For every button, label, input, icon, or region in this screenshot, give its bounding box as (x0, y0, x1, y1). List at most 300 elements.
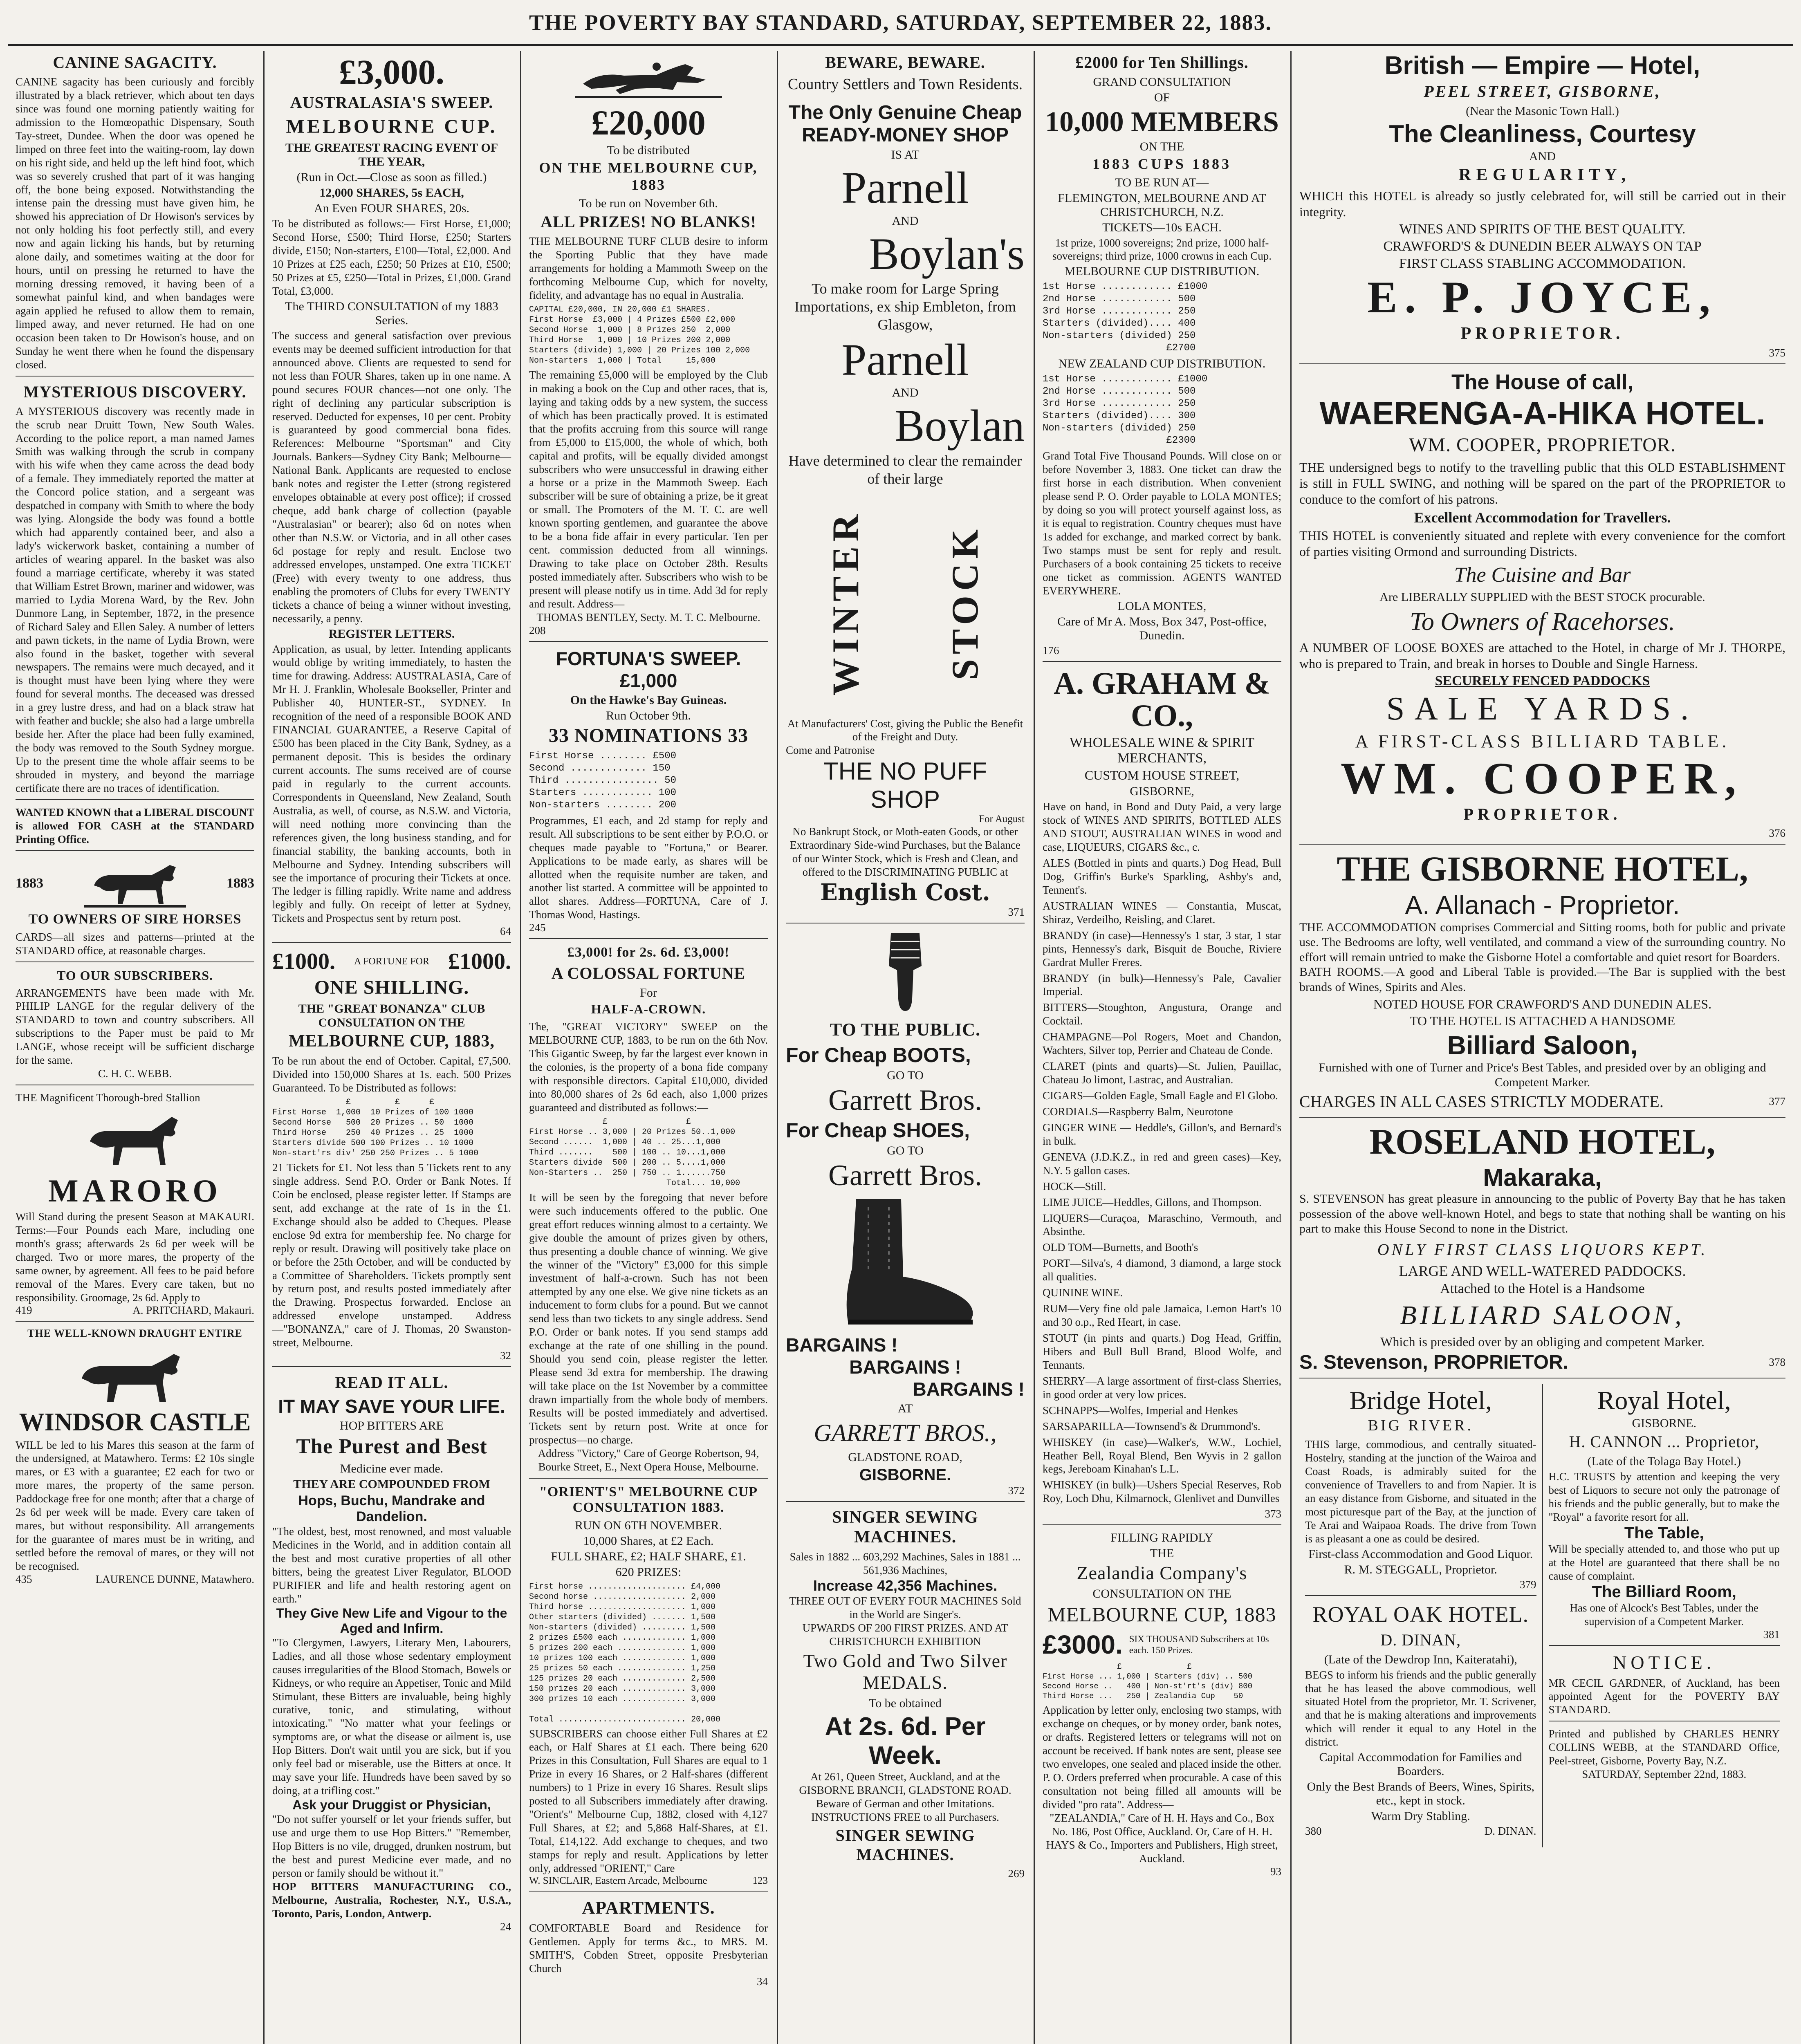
beware-heading: BEWARE, BEWARE. (825, 53, 985, 72)
sire-ad (16, 857, 254, 962)
sweep-third: The THIRD CONSULTATION of my 1883 Series. (285, 299, 498, 327)
british-empire-hotel-ad (1299, 51, 1785, 364)
gisborne-body: THE ACCOMMODATION comprises Commercial and Sitting rooms, both for public and private use. The Bedrooms are lofty, well ventilated, and command a view of the surrounding country. No effort will remain untried to make the Gisborne Hotel a comfortable and quiet resort for Boarders. (1299, 920, 1785, 964)
gisborne-furnished: Furnished with one of Turner and Price's Best Tables, and presided over by an obliging and Competent Marker. (1319, 1060, 1766, 1089)
hop-compounded: THEY ARE COMPOUNDED FROM (293, 1477, 490, 1491)
imprint-body: Printed and published by CHARLES HENRY COLLINS WEBB, at the STANDARD Office, Peel-street, Gisborne, Poverty Bay, N.Z. (1548, 1728, 1780, 1767)
is-at: IS AT (891, 148, 920, 161)
notice-heading: NOTICE. (1613, 1652, 1716, 1673)
notice-ad (1549, 1652, 1780, 1722)
royal-table-heading: The Table, (1624, 1524, 1704, 1542)
singer-three: THREE OUT OF EVERY FOUR MACHINES Sold in the World are Singer's. (789, 1595, 1021, 1621)
wanted-ad (16, 806, 254, 851)
ad-body: Will Stand during the present Season at MAKAURI. Terms:—Four Pounds each Mare, including one month's grass; afterwards 2s 6d per week will be charged. Two or more mares, the property of the same owner, by agreement. All fees to be paid before removal of the Mares. Every care taken, but no responsibility. Groomage, 2s 6d. Apply to (16, 1210, 254, 1304)
orient-shares: 10,000 Shares, at £2 Each. (583, 1534, 714, 1548)
garrett-ad (786, 929, 1025, 1502)
hop-subhead: Ask your Druggist or Physician, (292, 1797, 491, 1813)
royal-oak-ad (1305, 1602, 1536, 1842)
waerenga-proprietor: WM. COOPER, PROPRIETOR. (1409, 434, 1676, 456)
lola-name: LOLA MONTES, (1117, 599, 1207, 613)
graham-item: CLARET (pints and quarts)—St. Julien, Pauillac, Chateau Jo limont, Lastrac, and Australian. (1043, 1060, 1281, 1086)
victory-amount: £3,000! for 2s. 6d. £3,000! (567, 945, 730, 960)
lola-body: Grand Total Five Thousand Pounds. Will close on or before November 3, 1883. One ticket can draw the first horse in each distribution. When convenient please send P. O. Order payable to LOLA MONTES; by doing so you will protect yourself against loss, as it is equal to registration. Country cheques must have 1s added for exchange, and marked correct by bank. Two stamps must be sent for reply and result. Purchasers of a book containing 25 tickets to receive one ticket as commission. AGENTS WANTED EVERYWHERE. (1043, 450, 1281, 597)
column-rule (1290, 51, 1292, 2044)
fortune-label: A FORTUNE FOR (354, 956, 429, 967)
graham-intro: Have on hand, in Bond and Duty Paid, a very large stock of WINES AND SPIRITS, BOTTLED ALES AND STOUT, AUSTRALIAN WINES in wood and case, LIQUEURS, CIGARS &c., c. (1043, 800, 1281, 854)
shilling-heading: ONE SHILLING. (314, 977, 469, 999)
bonanza-cup: MELBOURNE CUP, 1883, (289, 1032, 495, 1051)
hop-body: "Do not suffer yourself or let your friends suffer, but use and urge them to use Hop Bitters." "Remember, Hop Bitters is no vile, drugged, drunken nostrum, but the best and purest Medicine ever made, and no person or family should be without it." (272, 1813, 511, 1879)
singer-obtained: To be obtained (869, 1696, 942, 1710)
lola-montes-ad (1043, 53, 1281, 662)
gisborne-proprietor: A. Allanach - Proprietor. (1405, 890, 1680, 920)
gisborne-charges: CHARGES IN ALL CASES STRICTLY MODERATE. (1299, 1092, 1664, 1111)
roseland-proprietor: S. Stevenson, PROPRIETOR. (1299, 1351, 1568, 1373)
imprint-date: SATURDAY, September 22nd, 1883. (1582, 1768, 1747, 1781)
sweep-event: THE GREATEST RACING EVENT OF THE YEAR, (285, 141, 498, 169)
waerenga-sale-yards: SALE YARDS. (1386, 690, 1699, 727)
bridge-hotel-ad (1305, 1387, 1536, 1596)
boylan-name: Boylan (895, 401, 1025, 451)
horse-name: MARORO (48, 1173, 222, 1208)
sweep-four: An Even FOUR SHARES, 20s. (314, 202, 470, 215)
roseland-paddocks: LARGE AND WELL-WATERED PADDOCKS. (1399, 1262, 1686, 1279)
graham-items (1043, 856, 1281, 1505)
maroro-ad (16, 1091, 254, 1322)
patronise: Come and Patronise (786, 744, 875, 757)
bonanza-ad (272, 948, 511, 1367)
stallion-icon (74, 1109, 196, 1170)
sweep-distribution: To be distributed as follows:— First Horse, £1,000; Second Horse, £500; Third Horse, £250; Starters divide, £150; Non-starters, £100—Total, £2,000. And 10 Prizes at £25 each, £250; 50 Prizes at £10, £500; 50 Prizes at £5, £250—Total in Prizes, £1,000. Grand Total, £3,000. (272, 217, 511, 297)
australasia-sweep-ad (272, 54, 511, 943)
country-settlers: Country Settlers and Town Residents. (788, 76, 1023, 93)
year-label: 1883 (227, 875, 254, 891)
sweep-title: AUSTRALASIA'S SWEEP. (290, 93, 493, 112)
column-5 (1035, 51, 1289, 2044)
fortune-amount: £1000. (272, 949, 335, 975)
royal-title: Royal Hotel, (1597, 1385, 1731, 1415)
royal-billiard-heading: The Billiard Room, (1592, 1582, 1736, 1601)
lola-address: Care of Mr A. Moss, Box 347, Post-office, Dunedin. (1057, 614, 1267, 642)
ad-body: CARDS—all sizes and patterns—printed at the STANDARD office, at reasonable charges. (16, 930, 254, 957)
ad-number: 34 (757, 1975, 768, 1988)
singer-price: At 2s. 6d. Per Week. (825, 1712, 986, 1770)
fortuna-prize-table: First Horse ........ £500 Second ............. 150 Third ................ 50 Starters ............ 100 Non-starters ........ 200 (529, 750, 677, 811)
turf-body: The remaining £5,000 will be employed by the Club in making a book on the Cup and other races, that is, laying and taking odds by a new system, the success of which has been practically proved. It is estimated that the profits accruing from this source will range from £5,000 to £15,000, the whole of which, both capital and profits, will be equally divided amongst subscribers who were unsuccessful in drawing either a horse or a prize in the Mammoth Sweep. Each subscriber will be sure of obtaining a prize, be it great or small. The Promoters of the M. T. C. are well known sporting gentlemen, and guarantee the above to be a bona fide affair in every particular. Ten per cent. commission deducted from all winnings. Drawing to take place on October 28th. Results posted immediately after. Subscribers who wish to be present will please notify us in time. Add 3d for reply and result. Address— (529, 368, 768, 610)
ad-number: 372 (1008, 1484, 1025, 1497)
gladstone-road: GLADSTONE ROAD, (848, 1450, 962, 1464)
singer-title: SINGER SEWING MACHINES. (832, 1508, 978, 1547)
sweep-run: To be run on November 6th. (579, 197, 718, 211)
bridge-royal-oak-column (1299, 1384, 1543, 1847)
british-stabling: FIRST CLASS STABLING ACCOMMODATION. (1399, 256, 1686, 271)
orient-signature: W. SINCLAIR, Eastern Arcade, Melbourne (529, 1875, 707, 1886)
house-of-call: The House of call, (1451, 370, 1633, 394)
royal-oak-only-best: Only the Best Brands of Beers, Wines, Spirits, etc., kept in stock. (1307, 1780, 1535, 1808)
graham-ad (1043, 668, 1281, 1526)
article-body: CANINE sagacity has been curiously and forcibly illustrated by a black retriever, which about ten days since was found one morning patiently waiting for admission to the Homœopathic Dispensary, South Tay-street, Dundee. When the door was opened he limped on three feet into the waiting-room, lay down on his right side, and held up the left hind foot, which was so severely crushed that part of it was hanging off, the bone being exposed. Notwithstanding the intense pain the dressing must have given him, he showed his appreciation of Dr Howison's services by not only holding his foot perfectly still, and every now and again licking his hands, but by returning alone daily, and sometimes waiting at the door for hours, until on pressing he returned to have the morning dressing removed, it having been of a somewhat painful kind, and when bandages were again applied he refused to allow them to remain, limped away, and never returned. He had on one occasion been taken to Dr Howison's house, and on Sunday he went there when he found the dispensary closed. (16, 76, 254, 371)
singer-title: SINGER SEWING MACHINES. (835, 1826, 975, 1864)
ad-number: 381 (1763, 1628, 1780, 1641)
british-title: British — Empire — Hotel, (1384, 52, 1700, 80)
graham-item: SCHNAPPS—Wolfes, Imperial and Henkes (1043, 1404, 1238, 1416)
waerenga-hotel-ad (1299, 370, 1785, 845)
lola-tickets: TICKETS—10s EACH. (1102, 220, 1222, 234)
article-body: A MYSTERIOUS discovery was recently made in the scrub near Druitt Town, New South Wales. According to the police report, a man named James Smith was walking through the scrub in company with his wife when they came across the dead body of a female. They immediately reported the matter at the Concord police station, and a sergeant was despatched in company with Smith to where the body was lying. Alongside the body was found a bottle which had apparently contained beer, and also a lady's wickerwork basket, containing a number of articles of wearing apparel. In the basket was also found a marriage certificate, whereby it was stated that William Estret Brown, mariner and widower, was married to Lydia Morena Ward, by the Rev. John Dunmore Lang, in September, 1872, in the presence of Richard Saley and Ellen Saley. A number of letters and pawn tickets, in the name of Lydia Brown, were also found in the basket, together with several newspapers. The remains were much decayed, and it is thought must have been lying where they were found for several months. The deceased was dressed in a grey lustre dress, and had on a black straw hat with feather and buckle; she also had a large umbrella beside her. After the place had been fully examined, the body was removed to the South Sydney morgue. Up to the present time the whole affair seems to be shrouded in mystery, and beyond the marriage certificate there are no traces of identification. (16, 405, 254, 794)
racehorse-icon (575, 55, 722, 100)
orient-body: SUBSCRIBERS can choose either Full Shares at £2 each, or Half Shares at £1 each. There being 620 Prizes in this Consultation, Full Shares are equal to 1 Prize in every 16 Shares, or 2 Half-shares (different numbers) to 1 Prize in every 16 Shares. Result slips posted to all Subscribers immediately after drawing. "Orient's" Melbourne Cup, 1882, closed with 4,127 Full Shares, at £2; and 5,868 Half-Shares, at £1. Total, £14,122. Add exchange to cheques, and two stamps for reply and result. Applications by letter only, addressed "ORIENT," Care (529, 1727, 768, 1874)
column-1 (8, 51, 262, 2044)
singer-upwards: UPWARDS OF 200 FIRST PRIZES. AND AT CHRISTCHURCH EXHIBITION (802, 1622, 1008, 1647)
column-rule (520, 51, 521, 2044)
notice-heading: TO OUR SUBSCRIBERS. (56, 968, 213, 983)
hop-read: READ IT ALL. (335, 1373, 449, 1392)
lola-headline: £2000 for Ten Shillings. (1075, 53, 1249, 72)
singer-ad (786, 1508, 1025, 1884)
waerenga-billiard: A FIRST-CLASS BILLIARD TABLE. (1355, 731, 1730, 751)
gisborne-label: GISBORNE. (859, 1466, 951, 1484)
royal-alcock: Has one of Alcock's Best Tables, under the supervision of a Competent Marker. (1570, 1601, 1758, 1627)
victory-for: For (640, 986, 657, 1000)
turf-club-ad (529, 55, 768, 642)
waerenga-boxes: A NUMBER OF LOOSE BOXES are attached to the Hotel, in charge of Mr J. THORPE, who is prepared to Train, and break in horses to Double and Single Harness. (1299, 640, 1785, 671)
sweep-body: Application, as usual, by letter. Intending applicants would oblige by writing immediately, to hasten the time for drawing. Address: AUSTRALASIA, Care of Mr H. J. Franklin, Wholesale Bookseller, Printer and Publisher 40, HUNTER-ST., SYDNEY. In recognition of the need of a responsible BOOK AND FINANCIAL GUARANTEE, a Reserve Capital of £500 has been placed in the City Bank, Sydney, as a permanent deposit. This is besides the ordinary current accounts. The sums received are of course paid in regularly to the current accounts. Correspondents in Queensland, New Zealand, South Australia, as well, of course, as N.S.W. and Victoria, will need nothing more convincing than the references given, the long business standing, and for financial stability, the banking accounts, both in Melbourne and Sydney. Intending subscribers will see the importance of procuring their Tickets at once. The ledger is filling rapidly. Write name and address legibly and fully. On receipt of letter at Sydney, Tickets and Prospectus sent by return post. (272, 643, 511, 925)
z-filling: FILLING RAPIDLY (1110, 1531, 1213, 1545)
article-heading: MYSTERIOUS DISCOVERY. (23, 382, 247, 401)
column-rule (263, 51, 265, 2044)
lola-members: 10,000 MEMBERS (1045, 106, 1279, 138)
ad-number: 24 (500, 1920, 511, 1933)
masthead-rule (8, 44, 1793, 46)
graham-item: LIQUERS—Curaçoa, Maraschino, Vermouth, and Absinthe. (1043, 1212, 1281, 1238)
royal-oak-warm: Warm Dry Stabling. (1371, 1809, 1470, 1823)
victory-ad (529, 945, 768, 1478)
british-street: PEEL STREET, GISBORNE, (1424, 82, 1661, 101)
no-bankrupt: No Bankrupt Stock, or Moth-eaten Goods, or other Extraordinary Side-wind Purchases, but the Balance of our Winter Stock, which is Fresh and Clean, and offered to the DISCRIMINATING PUBLIC at (790, 825, 1020, 879)
and-label: AND (892, 214, 919, 228)
british-and: AND (1529, 150, 1556, 163)
royal-proprietor: H. CANNON ... Proprietor, (1569, 1432, 1760, 1451)
ad-signature: LAURENCE DUNNE, Matawhero. (95, 1573, 254, 1585)
column-3 (522, 51, 775, 2044)
singer-beware: Beware of German and other Imitations. (816, 1797, 995, 1810)
ad-number: 269 (1008, 1867, 1025, 1880)
graham-item: PORT—Silva's, 4 diamond, 3 diamond, a large stock all qualities. (1043, 1257, 1281, 1283)
lola-run-at: TO BE RUN AT— (1115, 175, 1209, 189)
determined: Have determined to clear the remainder of their large (788, 452, 1022, 487)
graham-item: CORDIALS—Raspberry Balm, Neurotone (1043, 1105, 1233, 1118)
singer-instructions: INSTRUCTIONS FREE to all Purchasers. (811, 1811, 999, 1823)
royal-hotel-ad (1549, 1387, 1780, 1646)
cheap-shoes: For Cheap SHOES, (786, 1118, 970, 1142)
z-company: Zealandia Company's (1077, 1562, 1247, 1584)
graham-item: GENEVA (J.D.K.Z., in red and green cases)—Key, N.Y. 5 gallon cases. (1043, 1150, 1281, 1177)
british-near: (Near the Masonic Town Hall.) (1466, 104, 1619, 118)
graham-item: WHISKEY (in bulk)—Ushers Special Reserves, Rob Roy, Loch Dhu, Kilmarnock, Glenlivet and Dunvilles (1043, 1479, 1281, 1505)
make-room: To make room for Large Spring Importations, ex ship Embleton, from Glasgow, (794, 280, 1016, 333)
royal-town: GISBORNE. (1632, 1416, 1696, 1430)
z-amount: £3000. (1043, 1630, 1123, 1660)
winter-label: WINTER (825, 509, 866, 696)
gisborne-noted: NOTED HOUSE FOR CRAWFORD'S AND DUNEDIN ALES. (1373, 996, 1712, 1011)
bonanza-body: 21 Tickets for £1. Not less than 5 Tickets rent to any single address. Send P.O. Order or Bank Notes. If Coin be enclosed, please register letter. If Stamps are sent, add exchange at the rate of 1s in the £1. Exchange should also be added to Cheques. Please enclose 9d extra for membership fee. No charge for reply or result. Drawing will positively take place on or before the 25th October, and will be conducted by a Committee of Shareholders. Tickets promptly sent by return post, and results posted immediately after the Drawing. Prospectus forwarded. Enclose an addressed envelope unstamped. Address—"BONANZA," care of J. Thomas, 20 Swanston-street, Melbourne. (272, 1161, 511, 1349)
fortuna-run: Run October 9th. (606, 708, 691, 722)
royal-tolaga: (Late of the Tolaga Bay Hotel.) (1587, 1455, 1741, 1468)
graham-item: STOUT (in pints and quarts.) Dog Head, Griffin, Hibers and Bull Bull Brand, Blood Wolfe, and Tennants. (1043, 1332, 1281, 1371)
ad-number: 378 (1769, 1356, 1785, 1368)
graham-item: HOCK—Still. (1043, 1180, 1106, 1192)
horse-name: WINDSOR CASTLE (19, 1408, 251, 1437)
bridge-body: THIS large, commodious, and centrally situated-Hostelry, standing at the junction of the Wairoa and Coast Roads, is admirably suited for the convenience of Travellers to and from Napier. It is an easy distance from Gisborne, and situated in the most picturesque part of the Bay, at the junction of Te Arai and Waipaoa Roads. The drive from Town is as pleasant a one as could be desired. (1305, 1438, 1536, 1545)
sweep-prizes: ALL PRIZES! NO BLANKS! (541, 213, 756, 231)
sweep-body: The success and general satisfaction over previous events may be deemed sufficient introduction for that announced above. Clients are requested to send for not less than FOUR Shares, taken up in one name. A pound secures FOUR chances—not one only. The right of declining any particular subscription is reserved. Deducted for expenses, 10 per cent. Probity is guaranteed by good commercial bona fides. References: Melbourne "Sportsman" and City Journals. Bankers—Sydney City Bank; Melbourne—National Bank. Applicants are requested to enclose bank notes and register the Letter (strong registered envelopes obtainable at every post office); if crossed cheque, add bank charge of collection (payable "Australasian" or bearer); also 6d on notes when other than N.S.W. or Victoria, and in all other cases 6d postage for reply and result. Enclose two addressed envelopes, unstamped. One extra TICKET (Free) with every twenty to one address, thus enabling the promoters of Clubs for every TWENTY tickets a chance of being a winner without investing, necessarily, a penny. (272, 329, 511, 625)
orient-run: RUN ON 6TH NOVEMBER. (575, 1518, 722, 1532)
bridge-place: BIG RIVER. (1368, 1417, 1474, 1434)
column-6 (1292, 51, 1793, 2044)
canine-article (16, 53, 254, 377)
apartments-heading: APARTMENTS. (582, 1897, 715, 1918)
column-rule (1034, 51, 1035, 2044)
bonanza-prize-table: £ £ £ First Horse 1,000 10 Prizes of 100 1000 Second Horse 500 20 Prizes .. 50 1000 Third Horse 250 40 Prizes .. 25 1000 Starters divide 500 100 Prizes .. 10 1000 Non-start'rs div' 250 250 Prizes .. 5 1000 (272, 1098, 479, 1159)
hop-ingredients: Hops, Buchu, Mandrake and Dandelion. (298, 1493, 485, 1525)
apartments-body: COMFORTABLE Board and Residence for Gentlemen. Apply for terms &c., to MRS. M. SMITH'S, Cobden Street, opposite Presbyterian Church (529, 1921, 768, 1975)
lola-mel-dist: MELBOURNE CUP DISTRIBUTION. (1064, 264, 1260, 278)
turf-prize-table: CAPITAL £20,000, IN 20,000 £1 SHARES. First Horse £3,000 | 4 Prizes £500 £2,000 Second Horse 1,000 | 8 Prizes 250 2,000 Third Horse 1,000 | 10 Prizes 200 2,000 Starters (divide) 1,000 | 20 Prizes 100 2,000 Non-starters 1,000 | Total 15,000 (529, 305, 750, 365)
ad-intro: THE WELL-KNOWN DRAUGHT ENTIRE (27, 1327, 242, 1340)
lola-prizes: 1st prize, 1000 sovereigns; 2nd prize, 1000 half-sovereigns; third prize, 1000 crowns in each Cup. (1052, 236, 1272, 262)
lola-nz-dist: NEW ZEALAND CUP DISTRIBUTION. (1058, 357, 1266, 371)
hop-medicine: Medicine ever made. (340, 1462, 444, 1476)
ad-number: 245 (529, 921, 546, 934)
sweep-shares: 12,000 SHARES, 5s EACH, (319, 186, 464, 200)
turf-signature: THOMAS BENTLEY, Secty. M. T. C. Melbourne. (536, 611, 760, 623)
lola-on-the: ON THE (1139, 139, 1184, 153)
roseland-hotel-ad (1299, 1123, 1785, 1378)
roseland-place: Makaraka, (1483, 1164, 1602, 1192)
orient-title: "ORIENT'S" MELBOURNE CUP CONSULTATION 1883. (539, 1484, 758, 1515)
fortuna-body: Programmes, £1 each, and 2d stamp for reply and result. All subscriptions to be sent either by P.O.O. or cheques made payable to "Fortuna," or Bearer. Applications to be made early, as shares will be allotted when the requisite number are taken, and another list started. A committee will be appointed to allot shares. Address—FORTUNA, Care of J. Thomas Wood, Hastings. (529, 814, 768, 921)
graham-item: ALES (Bottled in pints and quarts.) Dog Head, Bull Dog, Griffin's Burke's Sparkling, Ashby's and, Tennent's. (1043, 857, 1281, 896)
royal-body: H.C. TRUSTS by attention and keeping the very best of Liquors to secure not only the patronage of his friends and the public generally, but to make the "Royal" a favorite resort for all. (1548, 1470, 1780, 1523)
orient-prize-label: 620 PRIZES: (615, 1565, 682, 1579)
ad-number: 176 (1043, 644, 1059, 657)
fortuna-nominations: 33 NOMINATIONS 33 (548, 724, 749, 746)
hop-body: "The oldest, best, most renowned, and most valuable Medicines in the World, and in addition contain all the best and most curative properties of all other bitters, being the greatest Liver Regulator, BLOOD PURIFIER and life and health restoring agent on earth." (272, 1525, 511, 1605)
lola-grand: GRAND CONSULTATION (1093, 75, 1231, 89)
victory-halfcrown: HALF-A-CROWN. (591, 1002, 706, 1017)
for-august: For August (979, 814, 1025, 825)
notice-body: MR CECIL GARDNER, of Auckland, has been appointed Agent for the POVERTY BAY STANDARD. (1548, 1676, 1780, 1716)
fortune-amount: £1000. (448, 949, 511, 975)
article-heading: CANINE SAGACITY. (53, 53, 217, 72)
victory-address: Address "Victory," Care of George Robertson, 94, Bourke Street, E., Next Opera House, Melbourne. (538, 1447, 759, 1473)
z-subscribers: SIX THOUSAND Subscribers at 10s each. 150 Prizes. (1129, 1634, 1269, 1656)
waerenga-cuisine: The Cuisine and Bar (1454, 563, 1631, 587)
british-body: WHICH this HOTEL is already so justly celebrated for, will still be carried out in their integrity. (1299, 188, 1785, 220)
ad-intro: THE Magnificent Thorough-bred Stallion (16, 1091, 200, 1104)
royal-oak-signature: D. DINAN. (1484, 1825, 1536, 1838)
parnell-boylan-ad (786, 53, 1025, 923)
notice-signature: C. H. C. WEBB. (98, 1067, 172, 1080)
bonanza-body: To be run about the end of October. Capital, £7,500. Divided into 150,000 Shares at 1s. each. 500 Prizes Guaranteed. To be Distributed as follows: (272, 1055, 511, 1094)
graham-town: GISBORNE, (1130, 784, 1194, 798)
go-to: GO TO (887, 1069, 924, 1083)
waerenga-liberally: Are LIBERALLY SUPPLIED with the BEST STOCK procurable. (1379, 590, 1705, 604)
zealandia-ad (1043, 1531, 1281, 1882)
bargains: BARGAINS ! (786, 1334, 898, 1356)
hop-subhead: They Give New Life and Vigour to the Aged and Infirm. (276, 1605, 507, 1636)
victory-title: A COLOSSAL FORTUNE (551, 964, 746, 983)
roseland-body: S. STEVENSON has great pleasure in announcing to the public of Poverty Bay that he has taken possession of the above well-known Hotel, and begs to state that nothing shall be wanting on his part to make this House Second to none in the District. (1299, 1192, 1785, 1236)
hop-headline: IT MAY SAVE YOUR LIFE. (278, 1396, 505, 1417)
waerenga-excellent: Excellent Accommodation for Travellers. (1414, 509, 1671, 526)
graham-item: GINGER WINE — Heddle's, Gillon's, and Bernard's in bulk. (1043, 1121, 1281, 1147)
ad-number: 375 (1769, 346, 1785, 359)
wm-cooper-name: WM. COOPER, (1341, 753, 1744, 803)
bargains: BARGAINS ! (849, 1356, 961, 1378)
graham-item: BITTERS—Stoughton, Angustura, Orange and Cocktail. (1043, 1001, 1281, 1027)
hop-bitters-ad (272, 1373, 511, 1937)
victory-body: The, "GREAT VICTORY" SWEEP on the MELBOURNE CUP, 1883, to be run on the 6th Nov. This Gigantic Sweep, by far the largest ever known in the colonies, is the property of a bona fide company with responsible directors. Capital £10,000, divided into 80,000 shares of 2s 6d each, also 1,000 prizes guaranteed and distributed as follows:— (529, 1020, 768, 1114)
ad-number: 379 (1520, 1578, 1536, 1591)
ad-number: 380 (1305, 1825, 1322, 1838)
horse-icon (82, 857, 188, 910)
joyce-name: E. P. JOYCE, (1367, 272, 1718, 323)
british-cleanliness: The Cleanliness, Courtesy (1389, 120, 1696, 148)
ad-number: 419 (16, 1304, 32, 1317)
graham-item: SARSAPARILLA—Townsend's & Drummond's. (1043, 1420, 1260, 1432)
and-label: AND (892, 386, 919, 400)
singer-address: At 261, Queen Street, Auckland, and at the GISBORNE BRANCH, GLADSTONE ROAD. (799, 1770, 1012, 1796)
stock-label: STOCK (944, 524, 986, 680)
manufacturers-cost: At Manufacturers' Cost, giving the Public the Benefit of the Freight and Duty. (787, 717, 1023, 743)
bargains: BARGAINS ! (913, 1378, 1025, 1400)
parnell-name: Parnell (841, 163, 969, 213)
graham-item: QUININE WINE. (1043, 1286, 1123, 1299)
ad-number: 93 (1270, 1865, 1281, 1878)
roseland-title: ROSELAND HOTEL, (1369, 1122, 1716, 1162)
graham-item: OLD TOM—Burnetts, and Booth's (1043, 1241, 1198, 1254)
english-cost: English Cost. (820, 879, 990, 906)
british-crawford: CRAWFORD'S & DUNEDIN BEER ALWAYS ON TAP (1383, 239, 1702, 254)
graham-trade: WHOLESALE WINE & SPIRIT MERCHANTS, (1070, 735, 1254, 766)
gisborne-hotel-title: THE GISBORNE HOTEL, (1337, 849, 1748, 889)
z-cup: MELBOURNE CUP, 1883 (1047, 1603, 1276, 1626)
ad-number: 32 (500, 1349, 511, 1362)
sweep-amount: £3,000. (339, 52, 444, 92)
singer-medals: Two Gold and Two Silver MEDALS. (803, 1650, 1007, 1693)
lola-mel-table: 1st Horse ............ £1000 2nd Horse ............ 500 3rd Horse ............ 250 Starters (divided).... 400 Non-starters (divided) 250 £2700 (1043, 281, 1208, 354)
graham-street: CUSTOM HOUSE STREET, (1084, 768, 1240, 783)
column-4 (778, 51, 1032, 2044)
waerenga-body: THE undersigned begs to notify to the travelling public that this OLD ESTABLISHMENT is still in FULL SWING, and nothing will be spared on the part of the PROPRIETOR to conduce to the comfort of his patrons. (1299, 459, 1785, 507)
ad-number: 377 (1769, 1095, 1785, 1107)
singer-increase: Increase 42,356 Machines. (813, 1577, 998, 1594)
sweep-amount: £20,000 (591, 103, 706, 142)
ad-number: 208 (529, 624, 546, 637)
graham-item: RUM—Very fine old pale Jamaica, Lemon Hart's 10 and 30 o.p., Red Heart, in case. (1043, 1302, 1281, 1329)
royal-body: Will be specially attended to, and those who put up at the Hotel are guaranteed that there shall be no cause of complaint. (1548, 1542, 1780, 1582)
waerenga-owners: To Owners of Racehorses. (1410, 607, 1675, 636)
hop-company: HOP BITTERS MANUFACTURING CO., Melbourne, Australia, Rochester, N.Y., U.S.A., Toronto, Paris, London, Antwerp. (272, 1880, 511, 1920)
hotel-pair (1299, 1384, 1785, 1847)
boot-icon (832, 1195, 979, 1330)
register-heading: REGISTER LETTERS. (328, 627, 455, 641)
wm-cooper-proprietor: PROPRIETOR. (1463, 805, 1622, 824)
boylans-name: Boylan's (869, 229, 1025, 279)
draught-horse-icon (70, 1344, 200, 1405)
fortuna-ad (529, 648, 768, 939)
graham-item: SHERRY—A large assortment of first-class Sherries, in good order at very low prices. (1043, 1374, 1281, 1401)
notice-body: ARRANGEMENTS have been made with Mr. PHILIP LANGE for the regular delivery of the STANDARD to town and country subscribers. All subscriptions to the Paper must be paid to Mr LANGE, whose receipt will be sufficient discharge for the same. (16, 986, 254, 1067)
bridge-title: Bridge Hotel, (1349, 1385, 1492, 1415)
sweep-distrib: To be distributed (607, 143, 690, 157)
roseland-liquors: ONLY FIRST CLASS LIQUORS KEPT. (1377, 1240, 1708, 1259)
joyce-proprietor: PROPRIETOR. (1460, 324, 1624, 343)
british-wines: WINES AND SPIRITS OF THE BEST QUALITY. (1399, 222, 1686, 237)
victory-body: It will be seen by the foregoing that never before were such inducements offered to the public. One great effort reduces winning almost to a certainty. We give double the amount of prizes given by others, thus presenting a double chance of winning. We give the winner of the "Victory" £3,000 for this simple investment of half-a-crown. Such has not been attempted by any one else. We give nine tickets as an inducement to form clubs for a pound. But we cannot send less than two tickets to any single address. Send P.O. Order or bank notes. If you send stamps add exchange at the rate of one shilling in the pound. Should you send coin, please register the letter. Please send 3d extra for membership. The drawing will take place on the 1st November by a committee drawn impartially from the whole body of members. Results will be posted immediately and advertised. Tickets sent by return post. Write at once for prospectus—no charge. (529, 1191, 768, 1446)
orient-ad (529, 1484, 768, 1892)
z-the: THE (1150, 1546, 1174, 1560)
lola-nz-table: 1st Horse ............ £1000 2nd Horse ............ 500 3rd Horse ............ 250 Starters (divided).... 300 Non-starters (divided) 250 £2300 (1043, 374, 1208, 446)
waerenga-body: THIS HOTEL is conveniently situated and replete with every convenience for the comfort of parties visiting Ormond and surrounding Districts. (1299, 528, 1785, 559)
subscribers-notice (16, 968, 254, 1086)
lola-of: OF (1154, 91, 1170, 104)
hop-body: "To Clergymen, Lawyers, Literary Men, Labourers, Ladies, and all those whose sedentary employment causes irregularities of the Blood Stomach, Bowels or Kidneys, or who require an Appetiser, Tonic and Mild Stimulant, these Bitters are invaluable, being highly curative, tonic, and stimulating, without intoxicating." "No matter what your feelings or symptoms are, or what the disease or ailment is, use Hop Bitters. Don't wait until you are sick, but if you only feel bad or miserable, use the Bitters at once. It may save your life. Hundreds have been saved by so doing, at a trifling cost." (272, 1636, 511, 1797)
orient-full: FULL SHARE, £2; HALF SHARE, £1. (551, 1549, 746, 1563)
roseland-attached: Attached to the Hotel is a Handsome (1440, 1281, 1645, 1296)
imprint (1549, 1727, 1780, 1785)
genuine-shop: The Only Genuine Cheap READY-MONEY SHOP (788, 102, 1022, 146)
go-to: GO TO (887, 1143, 924, 1157)
no-puff-shop: THE NO PUFF SHOP (823, 758, 987, 814)
z-consult: CONSULTATION ON THE (1092, 1587, 1231, 1601)
fortuna-title: FORTUNA'S SWEEP. £1,000 (556, 648, 741, 691)
orient-prize-table: First horse .................... £4,000 Second horse ................... 2,000 Third horse .................... 1,000 Other starters (divided) ....... 1,500 Non-starters (divided) ......... 1,500 2 prizes £500 each ............. 1,000 5 prizes 200 each .............. 1,000 10 prizes 100 each ............. 1,000 25 prizes 50 each .............. 1,250 125 prizes 20 each ............. 2,500 150 prizes 20 each ............. 3,000 300 prizes 10 each ............. 3,000 Total .......................... 20,000 (529, 1582, 721, 1724)
royal-notice-column (1543, 1384, 1786, 1847)
graham-item: BRANDY (in case)—Hennessy's 1 star, 3 star, 1 star pints, Hennessy's dark, Bisquit de Bouche, Riviere Gardrat Muller Freres. (1043, 929, 1281, 968)
z-prize-table: £ £ First Horse ... 1,000 | Starters (div) .. 500 Second Horse .. 400 | Non-st'rt's (div) 800 Third Horse ... 250 | Zealandia Cup 50 (1043, 1662, 1253, 1701)
ad-number: 371 (1008, 906, 1025, 919)
lola-flemington: FLEMINGTON, MELBOURNE AND AT CHRISTCHURCH, N.Z. (1058, 191, 1266, 219)
z-body: Application by letter only, enclosing two stamps, with exchange on cheques, or by money order, bank notes, or drafts. Registered letters or telegrams will not on account be received. If bank notes are sent, please see two envelopes, one sealed and placed inside the other. P. O. Orders preferred when procurable. A case of this consultation not being filled all amounts will be divided "pro rata". Address— (1043, 1704, 1281, 1811)
sweep-cup: ON THE MELBOURNE CUP, 1883 (539, 159, 758, 193)
windsor-ad (16, 1327, 254, 1589)
to-public: TO THE PUBLIC. (830, 1020, 981, 1040)
british-regularity: R E G U L A R I T Y , (1458, 166, 1626, 184)
pointing-hand-icon (875, 929, 936, 1015)
ad-number: 373 (1265, 1508, 1281, 1520)
ad-number: 64 (500, 925, 511, 938)
year-label: 1883 (16, 875, 43, 891)
at-label: AT (897, 1402, 913, 1416)
graham-item: AUSTRALIAN WINES — Constantia, Muscat, Shiraz, Verdeilho, Reisling, and Claret. (1043, 899, 1281, 926)
royal-oak-body: BEGS to inform his friends and the public generally that he has leased the above commodious, well situated Hotel from the proprietor, Mr. T. Scrivener, and that he is making alterations and improvements which will render it equal to any Hotel in the district. (1305, 1668, 1536, 1748)
gisborne-attached: TO THE HOTEL IS ATTACHED A HANDSOME (1409, 1013, 1675, 1028)
turf-body: THE MELBOURNE TURF CLUB desire to inform the Sporting Public that they have made arrangements for holding a Mammoth Sweep on the forthcoming Melbourne Cup, which for novelty, fidelity, and advantage has no equal in Australia. (529, 235, 768, 302)
graham-item: WHISKEY (in case)—Walker's, W.W., Lochiel, Heather Bell, Royal Blend, Ben Wyvis in 2 gallon kegs, Jereboam Kinahan's L.L. (1043, 1436, 1281, 1475)
column-rule (777, 51, 778, 2044)
singer-sales: Sales in 1882 ... 603,292 Machines, Sales in 1881 ... 561,936 Machines, (789, 1551, 1021, 1577)
graham-item: LIME JUICE—Heddles, Gillons, and Thompson. (1043, 1196, 1262, 1208)
bridge-proprietor: R. M. STEGGALL, Proprietor. (1344, 1562, 1497, 1576)
ad-number: 123 (752, 1875, 768, 1886)
victory-prize-table: £ £ First Horse .. 3,000 | 20 Prizes 50..1,000 Second ...... 1,000 | 40 .. 25...1,000 Third ....... 500 | 100 .. 10...1,000 Starters divide 500 | 200 .. 5....1,000 Non-Starters .. 250 | 750 .. 1......750 Total... 10,000 (529, 1117, 740, 1188)
mystery-article (16, 382, 254, 800)
garrett-name: Garrett Bros. (828, 1084, 982, 1117)
ad-number: 376 (1769, 827, 1785, 840)
ad-heading: TO OWNERS OF SIRE HORSES (28, 911, 242, 927)
